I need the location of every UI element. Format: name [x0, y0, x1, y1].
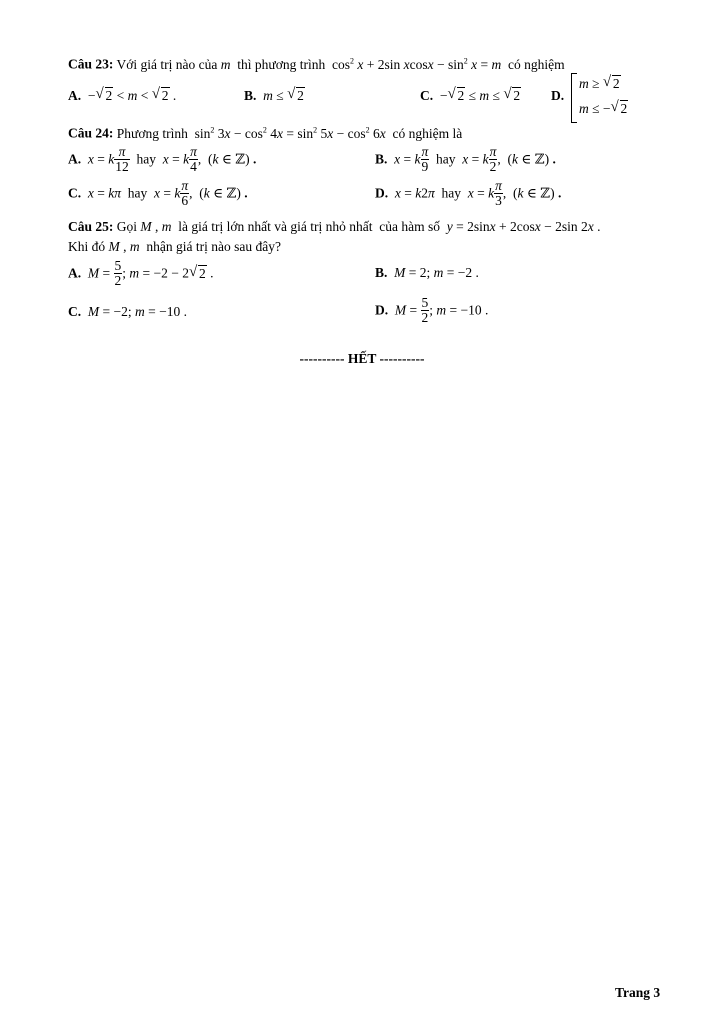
- q23-option-d-bracket: [571, 73, 577, 123]
- q23-label: Câu 23:: [68, 56, 114, 72]
- q24-text: Câu 24: Phương trình $\sin^2 3x - \cos^2 4x = \sin^2 5x - \cos^2 6x$ có nghiệm là: [68, 125, 463, 141]
- q25-text: Câu 25: Gọi M , m là giá trị lớn nhất và giá trị nhỏ nhất của hàm số y = 2sinx + 2cosx − 2sin 2x .: [68, 219, 601, 234]
- q23-option-a: A. −√ 2 < m < √ 2 .: [68, 89, 176, 103]
- q25-option-b: B. M = 2; m = −2 .: [375, 265, 479, 280]
- q23-option-d-line1: m ≥ √ 2: [579, 77, 621, 91]
- q23-option-c: C. −√ 2 ≤ m ≤ √ 2: [420, 89, 521, 103]
- page-number: Trang 3: [615, 985, 661, 1000]
- q24-option-c: C. x = kπ hay x = k $\frac{\pi}{6}$ , (k ∈ ℤ) .: [68, 178, 248, 208]
- q23-option-d-line2: m ≤ −√ 2: [579, 102, 628, 116]
- q23-option-d-label: D.: [551, 88, 565, 103]
- q24-option-d: D. x = k2π hay x = k $\frac{\pi}{3}$ , (k ∈ ℤ) .: [375, 178, 562, 208]
- q24-option-a: A. x = k $\frac{\pi}{12}$ hay x = k $\frac{\pi}{4}$ , (k ∈ ℤ) .: [68, 144, 257, 174]
- end-marker: ---------- HẾT ----------: [299, 351, 425, 366]
- q23-option-b: B. m ≤ √ 2: [244, 89, 305, 103]
- q25-option-a: A. M = $\frac{5}{2}$ ; m = −2 − 2√ 2 .: [68, 260, 213, 289]
- q25-option-d: D. M = $\frac{5}{2}$ ; m = −10 .: [375, 295, 489, 325]
- q25-text2: Khi đó M , m nhận giá trị nào sau đây?: [68, 239, 281, 254]
- q24-option-b: B. x = k $\frac{\pi}{9}$ hay x = k $\frac{\pi}{2}$ , (k ∈ ℤ) .: [375, 144, 556, 174]
- q25-option-c: C. M = −2; m = −10 .: [68, 304, 187, 319]
- q23-text: Câu 23: Với giá trị nào của m thì phương trình $\cos^2 x + 2\sin$ $xcosx - \sin^2 x = m$ có nghiệm: [68, 56, 565, 72]
